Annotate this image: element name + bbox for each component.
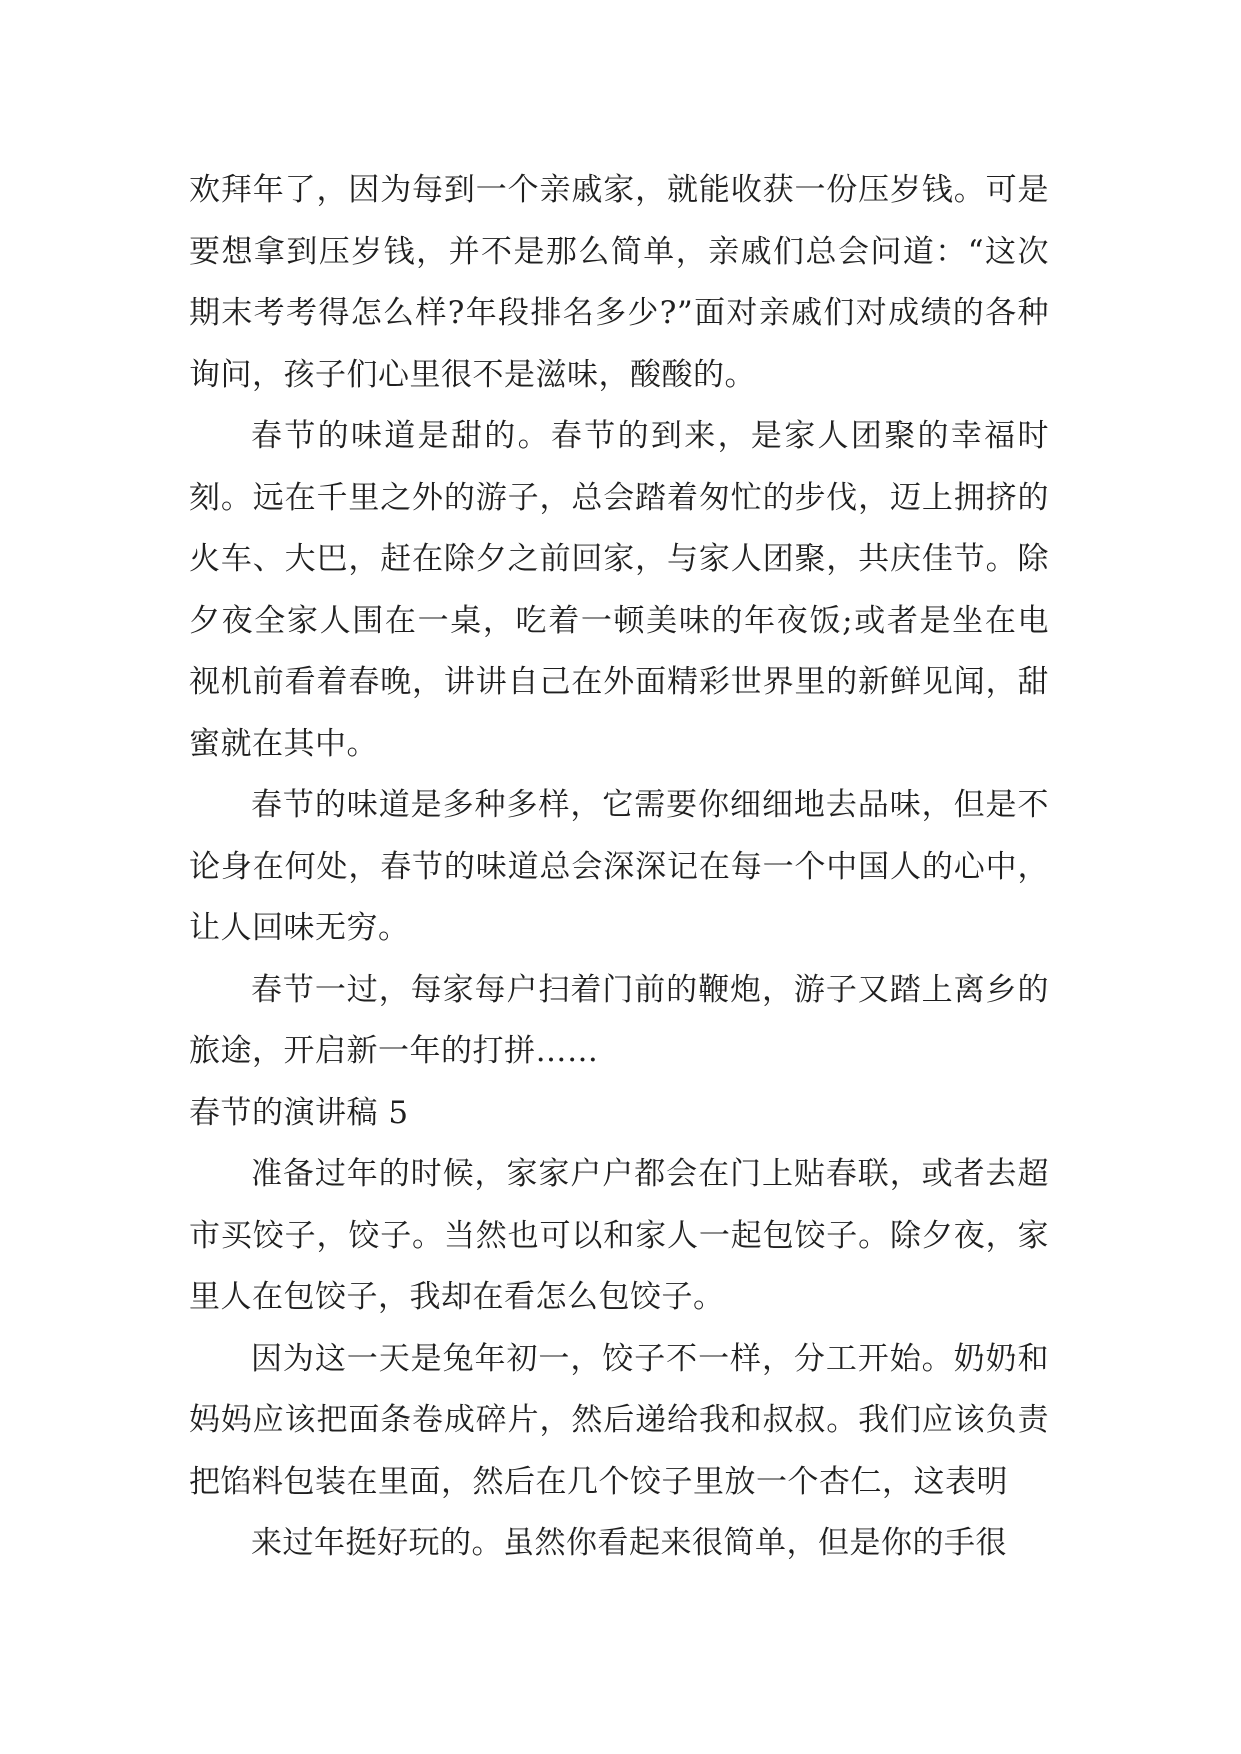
paragraph-4: 春节一过，每家每户扫着门前的鞭炮，游子又踏上离乡的旅途，开启新一年的打拼…… xyxy=(189,971,1049,1069)
paragraph-6: 因为这一天是兔年初一，饺子不一样，分工开始。奶奶和妈妈应该把面条卷成碎片，然后递给我和叔叔。我们应该负责把馅料包装在里面，然后在几个饺子里放一个杏仁，这表明 xyxy=(189,1340,1049,1500)
paragraph-3: 春节的味道是多种多样，它需要你细细地去品味，但是不论身在何处，春节的味道总会深深记在每一个中国人的心中，让人回味无穷。 xyxy=(189,787,1049,946)
document-body xyxy=(189,160,1049,1575)
paragraph-7: 来过年挺好玩的。虽然你看起来很简单，但是你的手很 xyxy=(251,1525,1007,1561)
section-heading: 春节的演讲稿 5 xyxy=(189,1094,409,1131)
paragraph-2: 春节的味道是甜的。春节的到来，是家人团聚的幸福时刻。远在千里之外的游子，总会踏着匆忙的步伐，迈上拥挤的火车、大巴，赶在除夕之前回家，与家人团聚，共庆佳节。除夕夜全家人围在一桌，吃着一顿美味的年夜饭;或者是坐在电视机前看着春晚，讲讲自己在外面精彩世界里的新鲜见闻，甜蜜就在其中。 xyxy=(189,418,1049,762)
paragraph-1: 欢拜年了，因为每到一个亲戚家，就能收获一份压岁钱。可是要想拿到压岁钱，并不是那么简单，亲戚们总会问道：“这次期末考考得怎么样?年段排名多少?”面对亲戚们对成绩的各种询问，孩子们心里很不是滋味，酸酸的。 xyxy=(189,172,1049,393)
paragraph-5: 准备过年的时候，家家户户都会在门上贴春联，或者去超市买饺子，饺子。当然也可以和家人一起包饺子。除夕夜，家里人在包饺子，我却在看怎么包饺子。 xyxy=(189,1156,1049,1315)
